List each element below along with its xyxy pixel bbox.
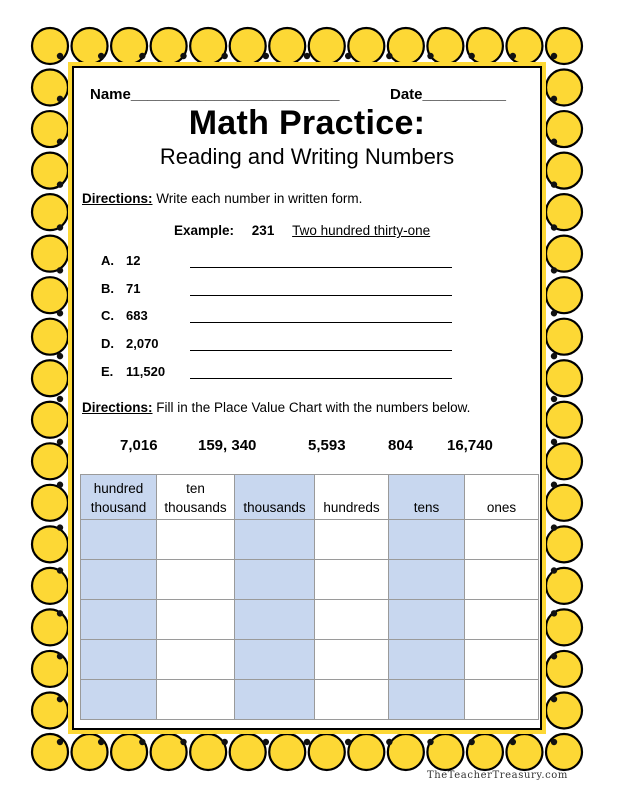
- problem-letter: C.: [101, 308, 114, 323]
- directions-label: Directions:: [82, 191, 153, 206]
- chart-cell[interactable]: [315, 600, 389, 640]
- chart-cell[interactable]: [315, 520, 389, 560]
- problem-number: 71: [126, 281, 141, 296]
- chart-row: [81, 600, 539, 640]
- chart-cell[interactable]: [235, 640, 315, 680]
- answer-line[interactable]: [190, 322, 452, 323]
- problem-number: 683: [126, 308, 148, 323]
- chart-cell[interactable]: [465, 560, 539, 600]
- chart-cell[interactable]: [157, 520, 235, 560]
- worksheet-subtitle: Reading and Writing Numbers: [159, 144, 455, 169]
- chart-cell[interactable]: [157, 680, 235, 720]
- column-tens: [389, 475, 465, 520]
- chart-row: [81, 680, 539, 720]
- date-field-label: Date__________: [390, 86, 506, 103]
- answer-line[interactable]: [190, 378, 452, 379]
- example-number: 231: [251, 223, 275, 238]
- chart-number: 16,740: [447, 437, 493, 454]
- directions-label: Directions:: [82, 400, 153, 415]
- problem-number: 2,070: [126, 336, 159, 351]
- column-hundreds: [315, 475, 389, 520]
- column-label-line: hundreds: [323, 500, 380, 515]
- directions-text: Fill in the Place Value Chart with the numbers below.: [152, 400, 471, 415]
- chart-cell[interactable]: [81, 560, 157, 600]
- answer-line[interactable]: [190, 295, 452, 296]
- column-thousands: [235, 475, 315, 520]
- answer-line[interactable]: [190, 267, 452, 268]
- problem-number: 11,520: [126, 364, 166, 379]
- problem-letter: D.: [101, 336, 114, 351]
- worksheet-title: Math Practice:: [188, 104, 426, 142]
- chart-cell[interactable]: [389, 520, 465, 560]
- chart-cell[interactable]: [157, 600, 235, 640]
- chart-cell[interactable]: [315, 640, 389, 680]
- place-value-chart: [80, 474, 539, 720]
- chart-cell[interactable]: [235, 520, 315, 560]
- footer-website: TheTeacherTreasury.com: [426, 770, 568, 781]
- problem-letter: B.: [101, 281, 114, 296]
- example-answer: Two hundred thirty-one: [292, 223, 431, 238]
- problem-letter: E.: [101, 364, 114, 379]
- answer-line[interactable]: [190, 350, 452, 351]
- column-label-line: ten: [186, 481, 205, 496]
- chart-cell[interactable]: [157, 560, 235, 600]
- worksheet-sheet: [72, 66, 542, 730]
- directions-place-value: [82, 400, 470, 415]
- chart-number: 7,016: [120, 437, 158, 454]
- directions-written-form: [82, 191, 362, 206]
- column-hundred-thousand: [81, 475, 157, 520]
- chart-header-row: [81, 475, 539, 520]
- column-label-line: thousands: [243, 500, 306, 515]
- chart-cell[interactable]: [235, 560, 315, 600]
- directions-text: Write each number in written form.: [152, 191, 363, 206]
- chart-cell[interactable]: [389, 640, 465, 680]
- chart-cell[interactable]: [389, 600, 465, 640]
- chart-row: [81, 560, 539, 600]
- chart-number: 159, 340: [198, 437, 257, 454]
- chart-cell[interactable]: [389, 560, 465, 600]
- chart-cell[interactable]: [389, 680, 465, 720]
- chart-number: 5,593: [308, 437, 346, 454]
- example-row: [174, 223, 430, 238]
- example-label: Example:: [174, 223, 235, 238]
- column-label-line: ones: [486, 500, 517, 515]
- problem-letter: A.: [101, 253, 114, 268]
- chart-number: 804: [388, 437, 414, 454]
- chart-cell[interactable]: [235, 600, 315, 640]
- problem-number: 12: [126, 253, 141, 268]
- chart-cell[interactable]: [315, 680, 389, 720]
- chart-row: [81, 640, 539, 680]
- chart-cell[interactable]: [315, 560, 389, 600]
- column-ten-thousands: [157, 475, 235, 520]
- chart-cell[interactable]: [465, 680, 539, 720]
- chart-cell[interactable]: [81, 520, 157, 560]
- chart-cell[interactable]: [81, 640, 157, 680]
- chart-cell[interactable]: [465, 600, 539, 640]
- chart-cell[interactable]: [81, 680, 157, 720]
- chart-cell[interactable]: [465, 640, 539, 680]
- name-field-label: Name_________________________: [90, 86, 340, 103]
- chart-cell[interactable]: [235, 680, 315, 720]
- chart-cell[interactable]: [81, 600, 157, 640]
- column-ones: [465, 475, 539, 520]
- column-label-line: tens: [413, 500, 440, 515]
- column-label-line: thousand: [90, 500, 147, 515]
- column-label-line: hundred: [93, 481, 144, 496]
- chart-row: [81, 520, 539, 560]
- chart-cell[interactable]: [465, 520, 539, 560]
- column-label-line: thousands: [164, 500, 227, 515]
- chart-cell[interactable]: [157, 640, 235, 680]
